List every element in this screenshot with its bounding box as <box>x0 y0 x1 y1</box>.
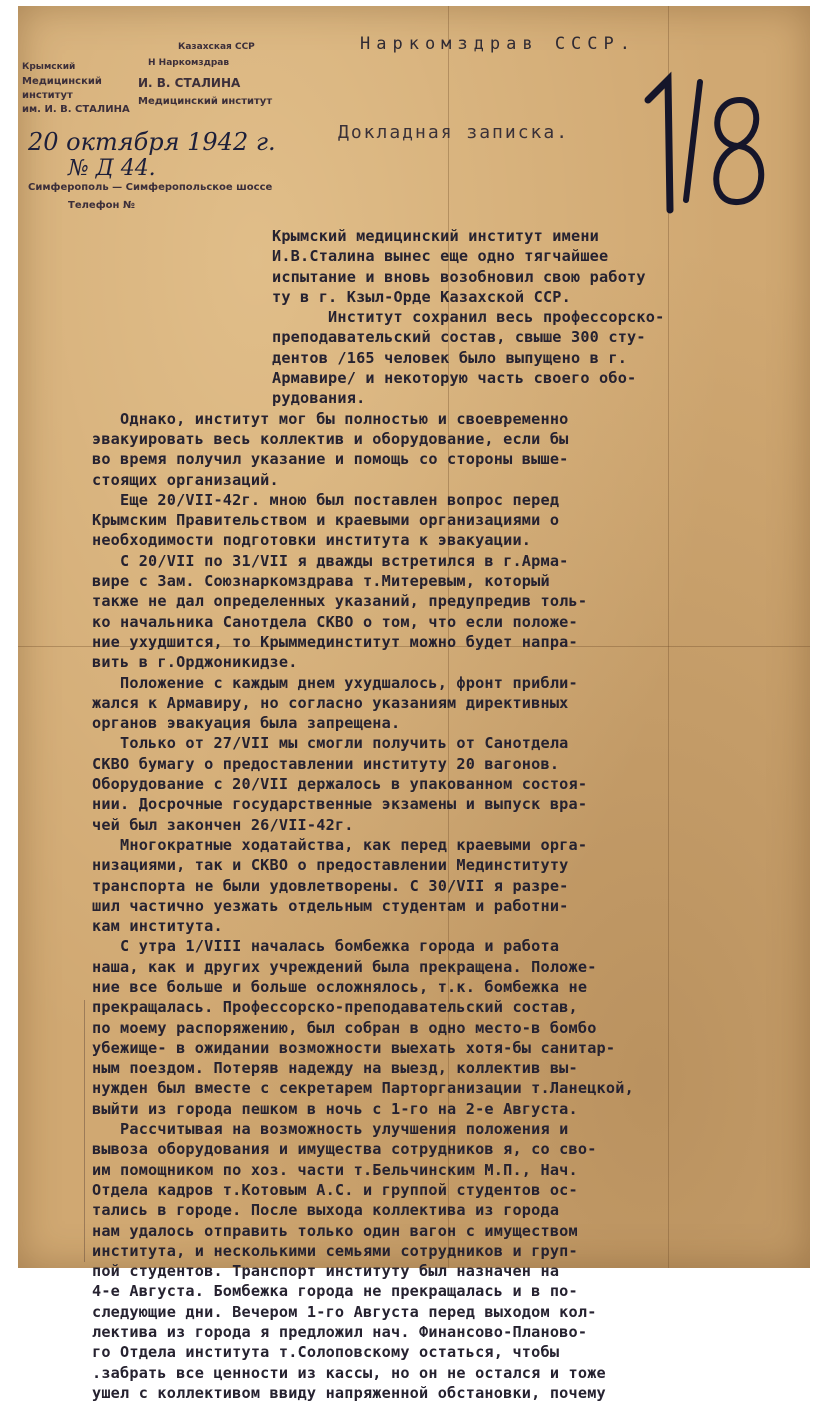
body-line: жался к Армавиру, но согласно указаниям директивных <box>92 693 569 712</box>
handwritten-date: 20 октября 1942 г. <box>28 128 276 156</box>
body-line: шил частично уезжать отдельным студентам и работни- <box>92 896 569 915</box>
body-line: следующие дни. Вечером 1-го Августа перед выходом кол- <box>92 1302 597 1321</box>
ministry-heading: Наркомздрав СССР. <box>360 34 636 54</box>
body-line: Оборудование с 20/VII держалось в упакованном состоя- <box>92 775 588 794</box>
body-line: .забрать все ценности из кассы, но он не остался и тоже <box>92 1363 606 1382</box>
body-line: испытание и вновь возобновил свою работу <box>272 267 646 286</box>
stamp-address: Симферополь — Симферопольское шоссе <box>28 182 273 193</box>
body-line: С утра 1/VIII началась бомбежка города и работа <box>92 937 560 956</box>
handwritten-number: № Д 44. <box>68 156 156 181</box>
body-line: чей был закончен 26/VII-42г. <box>92 815 354 834</box>
body-line: Многократные ходатайства, как перед краевыми орга- <box>92 835 588 854</box>
body-line: ко начальника Санотдела СКВО о том, что если положе- <box>92 612 578 631</box>
file-number-handwritten <box>630 60 790 220</box>
stamp-line: Крымский <box>22 62 76 72</box>
body-line: вить в г.Орджоникидзе. <box>92 653 298 672</box>
body-line: Только от 27/VII мы смогли получить от Санотдела <box>92 734 569 753</box>
body-line: эвакуировать весь коллектив и оборудование, если бы <box>92 429 569 448</box>
body-line: выйти из города пешком в ночь с 1-го на 2-е Августа. <box>92 1099 578 1118</box>
body-line: СКВО бумагу о предоставлении институту 20 вагонов. <box>92 754 560 773</box>
stamp-line: Н Наркомздрав <box>148 58 230 68</box>
body-line: ние ухудшится, то Крыммединститут можно будет напра- <box>92 632 578 651</box>
body-line: пой студентов. Транспорт институту был назначен на <box>92 1262 560 1281</box>
body-line: дентов /165 человек было выпущено в г. <box>272 348 628 367</box>
stamp-line: И. В. СТАЛИНА <box>138 76 241 90</box>
body-line: органов эвакуация была запрещена. <box>92 714 401 733</box>
body-line: ным поездом. Потеряв надежду на выезд, коллектив вы- <box>92 1059 578 1078</box>
body-line: нии. Досрочные государственные экзамены и выпуск вра- <box>92 795 588 814</box>
body-line: им помощником по хоз. части т.Бельчинским М.П., Нач. <box>92 1160 578 1179</box>
body-line: института, и несколькими семьями сотрудников и груп- <box>92 1241 578 1260</box>
body-line: Еще 20/VII-42г. мною был поставлен вопрос перед <box>92 490 560 509</box>
body-line: Армавире/ и некоторую часть своего обо- <box>272 369 637 388</box>
body-line: Крымский медицинский институт имени <box>272 227 600 245</box>
body-line: необходимости подготовки института к эвакуации. <box>92 531 532 550</box>
body-line: ние все больше и больше осложнялось, т.к. бомбежка не <box>92 977 588 996</box>
body-line: Положение с каждым днем ухудшалось, фронт прибли- <box>92 673 578 692</box>
body-line: по моему распоряжению, был собран в одно место-в бомбо <box>92 1018 597 1037</box>
body-line: стоящих организаций. <box>92 470 279 489</box>
stamp-line: институт <box>22 90 73 101</box>
body-line: го Отдела института т.Солоповскому остаться, чтобы <box>92 1343 560 1362</box>
body-line: транспорта не были удовлетворены. С 30/VII я разре- <box>92 876 569 895</box>
stamp-phone: Телефон № <box>68 200 135 211</box>
body-line: низациями, так и СКВО о предоставлении Мединституту <box>92 856 569 875</box>
body-line: также не дал определенных указаний, предупредив толь- <box>92 592 588 611</box>
body-line: во время получил указание и помощь со стороны выше- <box>92 450 569 469</box>
body-line: нам удалось отправить только один вагон с имуществом <box>92 1221 578 1240</box>
body-line: нужден был вместе с секретарем Парторганизации т.Ланецкой, <box>92 1079 634 1098</box>
body-line: С 20/VII по 31/VII я дважды встретился в г.Арма- <box>92 551 569 570</box>
body-line: преподавательский состав, свыше 300 сту- <box>272 328 646 347</box>
stamp-line: им. И. В. СТАЛИНА <box>22 104 130 115</box>
body-line: рудования. <box>272 389 366 408</box>
body-line: убежище- в ожидании возможности выехать хотя-бы санитар- <box>92 1038 616 1057</box>
document-title: Докладная записка. <box>338 122 570 143</box>
stamp-line: Медицинский <box>22 76 102 87</box>
stamp-line: Медицинский институт <box>138 96 273 107</box>
body-line: вывоза оборудования и имущества сотрудников я, со сво- <box>92 1140 597 1159</box>
body-line: прекращалась. Профессорско-преподавательский состав, <box>92 998 578 1017</box>
stamp-line: Казахская ССР <box>178 42 255 52</box>
body-line: ушел с коллективом ввиду напряженной обстановки, почему <box>92 1383 606 1402</box>
body-line: Однако, институт мог бы полностью и своевременно <box>92 409 569 428</box>
body-line: И.В.Сталина вынес еще одно тягчайшее <box>272 247 609 266</box>
body-line: Крымским Правительством и краевыми организациями о <box>92 511 560 530</box>
body-line: ту в г. Кзыл-Орде Казахской ССР. <box>272 287 571 306</box>
margin-line <box>84 1000 85 1262</box>
body-line: вире с Зам. Союзнаркомздрава т.Митеревым, который <box>92 572 550 591</box>
body-line: наша, как и других учреждений была прекращена. Положе- <box>92 957 597 976</box>
body-line: Отдела кадров т.Котовым А.С. и группой студентов ос- <box>92 1180 578 1199</box>
body-line: кам института. <box>92 917 223 936</box>
body-line: лектива из города я предложил нач. Финансово-Планово- <box>92 1323 588 1342</box>
body-line: Институт сохранил весь профессорско- <box>272 308 665 327</box>
body-line: Рассчитывая на возможность улучшения положения и <box>92 1120 569 1139</box>
document-body <box>92 226 782 1403</box>
body-line: тались в городе. После выхода коллектива из города <box>92 1201 560 1220</box>
body-line: 4-е Августа. Бомбежка города не прекращалась и в по- <box>92 1282 578 1301</box>
